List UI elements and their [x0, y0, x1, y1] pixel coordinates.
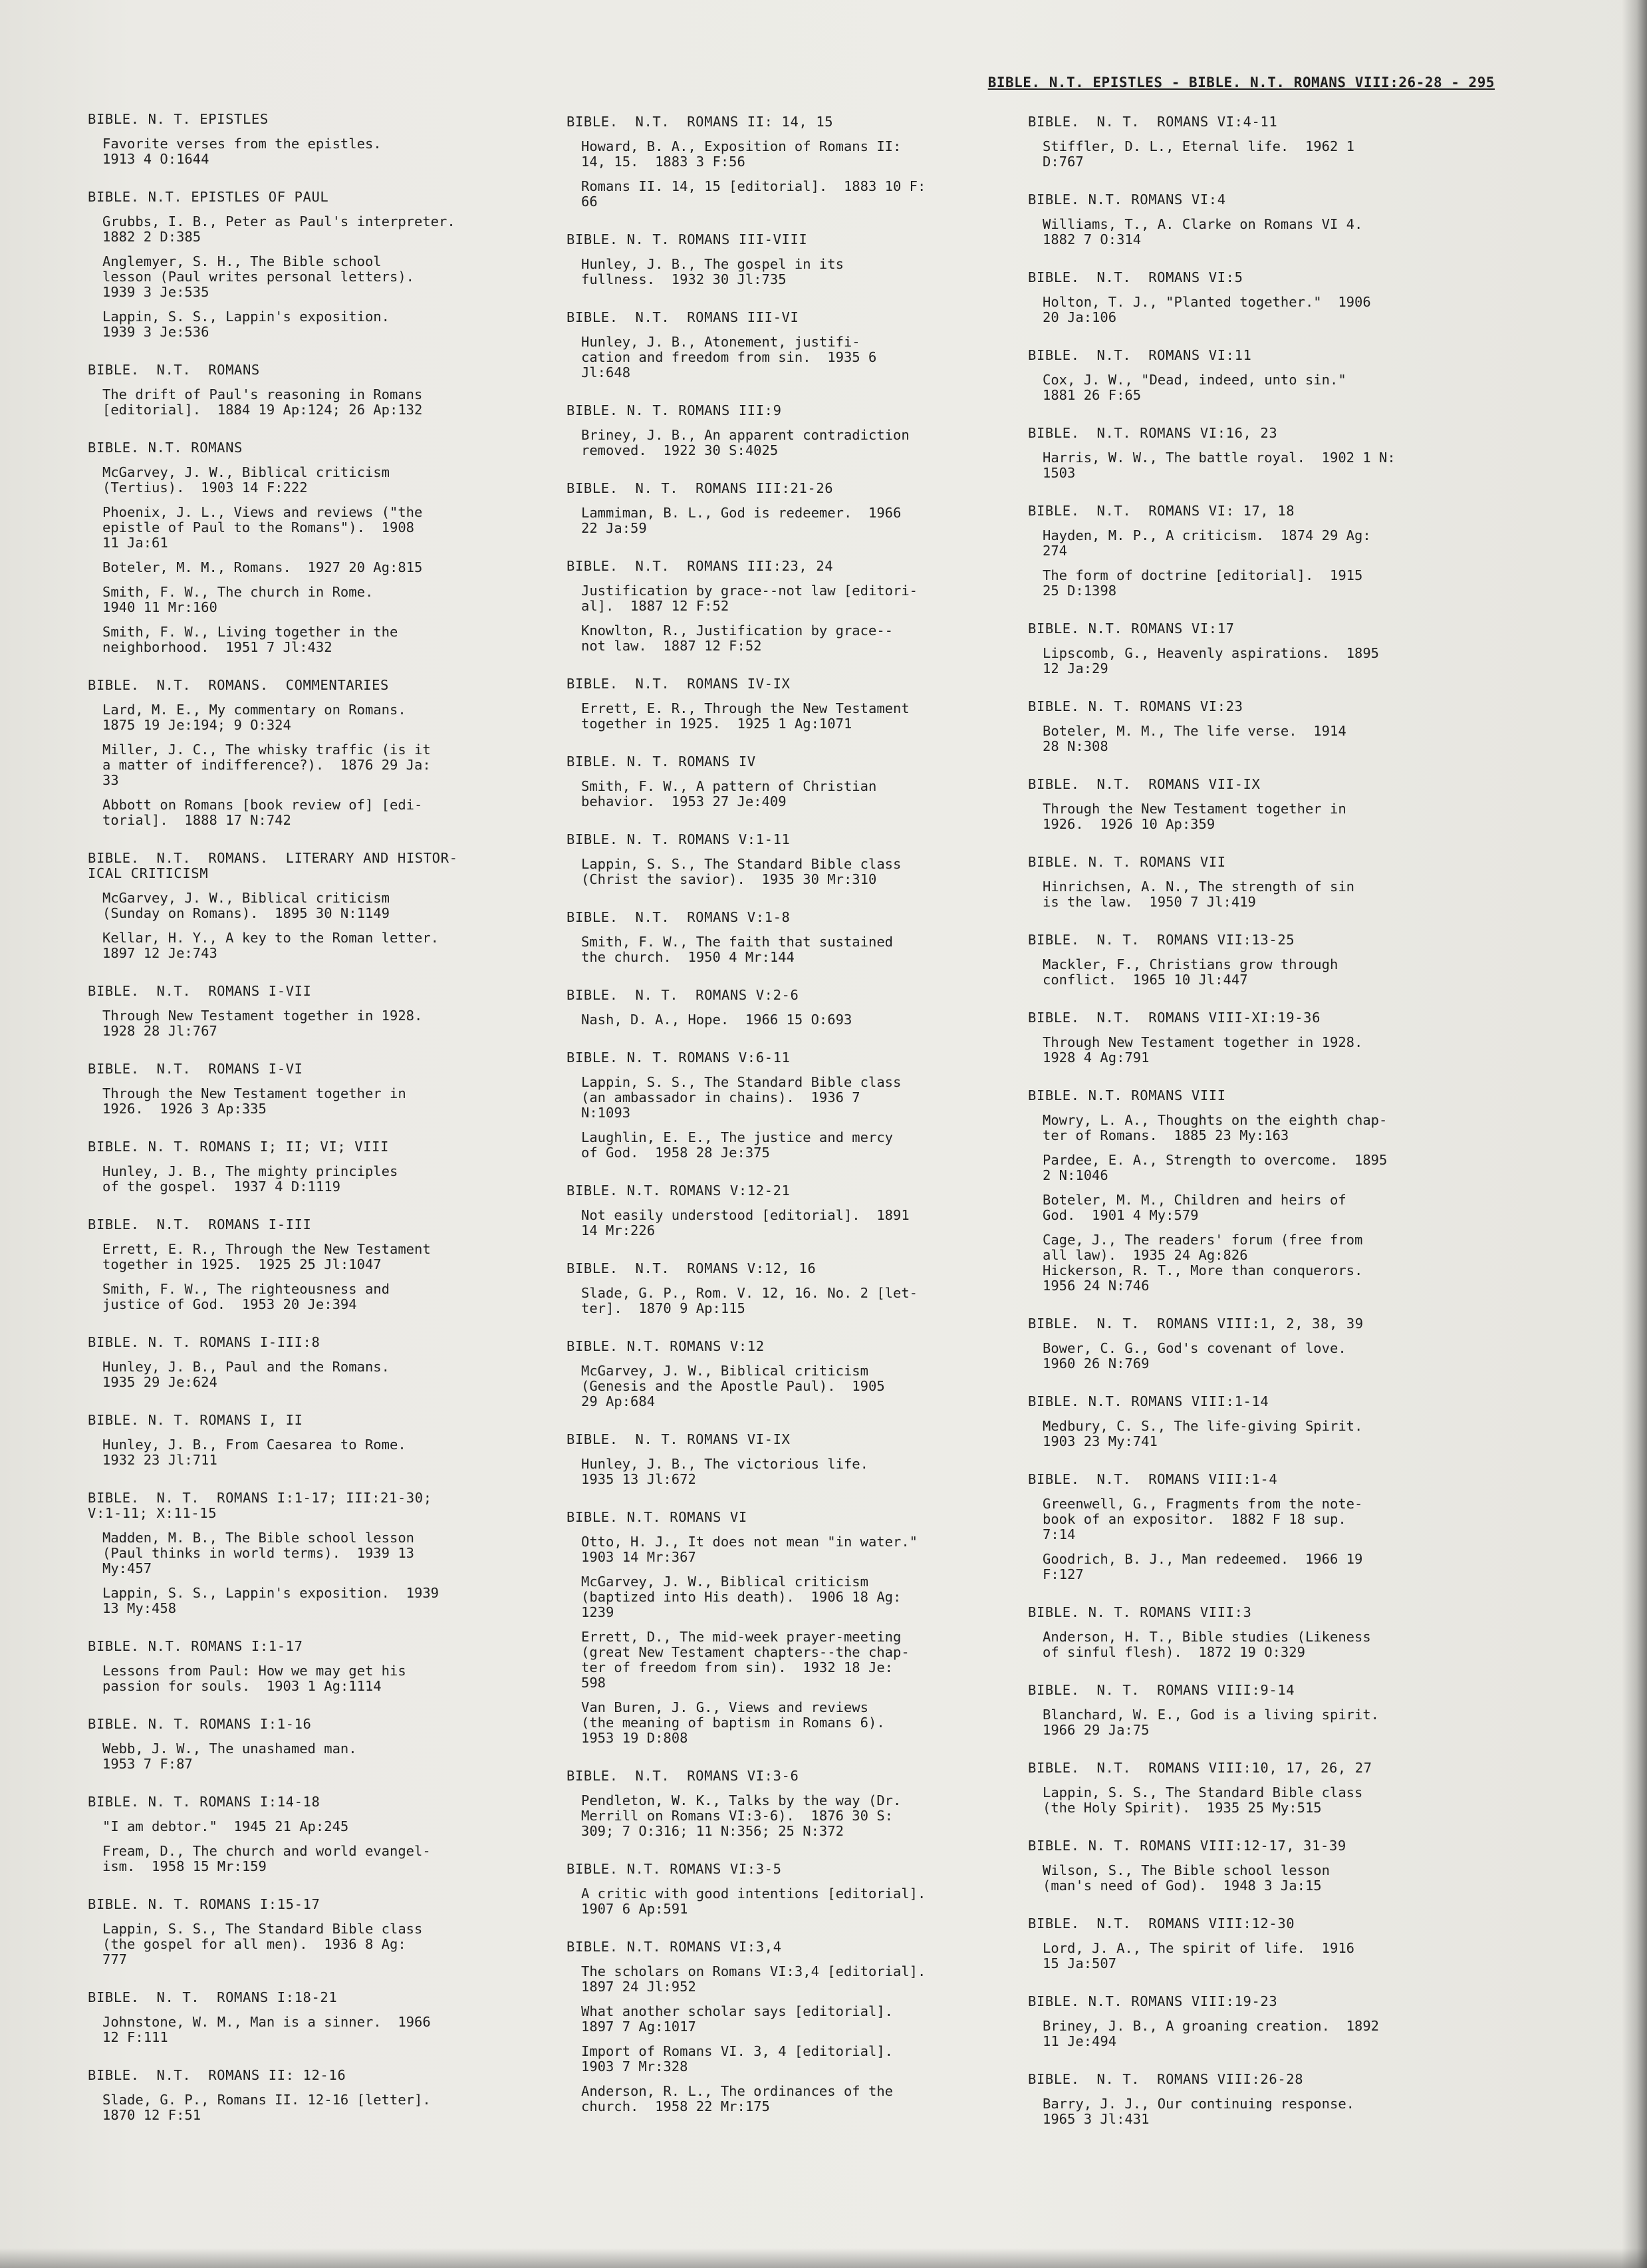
index-entry: Goodrich, B. J., Man redeemed. 1966 19 F:127 — [1043, 1551, 1363, 1582]
index-entry: Slade, G. P., Rom. V. 12, 16. No. 2 [let- ter]. 1870 9 Ap:115 — [581, 1285, 918, 1316]
index-entry: Pardee, E. A., Strength to overcome. 1895 2 N:1046 — [1043, 1152, 1388, 1183]
index-entry: Greenwell, G., Fragments from the note- book of an expositor. 1882 F 18 sup. 7:14 — [1043, 1496, 1363, 1542]
index-entry: Lappin, S. S., Lappin's exposition. 1939 13 My:458 — [102, 1585, 440, 1616]
section-heading: BIBLE. N. T. ROMANS V:1-11 — [567, 831, 791, 847]
index-entry: Knowlton, R., Justification by grace-- not law. 1887 12 F:52 — [581, 623, 893, 654]
index-entry: Nash, D. A., Hope. 1966 15 O:693 — [581, 1012, 852, 1028]
index-section — [88, 362, 527, 418]
index-entry: Holton, T. J., "Planted together." 1906 20 Ja:106 — [1043, 294, 1371, 325]
index-entry: Barry, J. J., Our continuing response. 1965 3 Jl:431 — [1043, 2096, 1354, 2127]
index-section — [567, 988, 1005, 1028]
section-heading: BIBLE. N. T. ROMANS I:18-21 — [88, 1989, 338, 2005]
index-entry: McGarvey, J. W., Biblical criticism (Sunday on Romans). 1895 30 N:1149 — [102, 890, 390, 921]
index-entry: Grubbs, I. B., Peter as Paul's interpreter. 1882 2 D:385 — [102, 213, 455, 245]
index-entry: Hunley, J. B., From Caesarea to Rome. 1932 23 Jl:711 — [102, 1437, 406, 1468]
section-heading: BIBLE. N. T. ROMANS I, II — [88, 1412, 303, 1428]
index-entry: Hunley, J. B., The mighty principles of the gospel. 1937 4 D:1119 — [102, 1163, 398, 1195]
index-entry: Through the New Testament together in 1926. 1926 3 Ap:335 — [102, 1085, 406, 1117]
section-heading: BIBLE. N. T. ROMANS I:1-17; III:21-30; V:1-11; X:11-15 — [88, 1490, 432, 1521]
index-entry: Fream, D., The church and world evangel- ism. 1958 15 Mr:159 — [102, 1843, 431, 1874]
index-entry: "I am debtor." 1945 21 Ap:245 — [102, 1818, 349, 1834]
index-section — [1028, 114, 1467, 170]
index-entry: Lord, J. A., The spirit of life. 1916 15 Ja:507 — [1043, 1940, 1354, 1971]
index-entry: Mowry, L. A., Thoughts on the eighth chap- ter of Romans. 1885 23 My:163 — [1043, 1112, 1388, 1143]
index-section — [567, 1510, 1005, 1746]
section-heading: BIBLE. N. T. ROMANS VIII:26-28 — [1028, 2071, 1304, 2087]
index-section — [1028, 192, 1467, 247]
index-entry: Boteler, M. M., The life verse. 1914 28 N:308 — [1043, 723, 1346, 754]
index-section — [1028, 1394, 1467, 1449]
index-entry: Harris, W. W., The battle royal. 1902 1 N: 1503 — [1043, 450, 1396, 481]
index-entry: Hayden, M. P., A criticism. 1874 29 Ag: 274 — [1043, 527, 1371, 559]
index-section — [88, 1990, 527, 2045]
section-heading: BIBLE. N. T. ROMANS I:14-18 — [88, 1794, 320, 1810]
index-entry: Hunley, J. B., The victorious life. 1935 13 Jl:672 — [581, 1456, 868, 1487]
index-entry: Lappin, S. S., Lappin's exposition. 1939 3 Je:536 — [102, 309, 390, 340]
index-section — [567, 1939, 1005, 2114]
index-entry: McGarvey, J. W., Biblical criticism (baptized into His death). 1906 18 Ag: 1239 — [581, 1574, 902, 1620]
index-entry: Lammiman, B. L., God is redeemer. 1966 22 Ja:59 — [581, 505, 902, 536]
page-edge-shadow — [1622, 0, 1647, 2268]
index-section — [1028, 1605, 1467, 1660]
index-entry: Medbury, C. S., The life-giving Spirit. 1903 23 My:741 — [1043, 1418, 1363, 1449]
section-heading: BIBLE. N. T. ROMANS VIII:3 — [1028, 1604, 1252, 1620]
index-section — [88, 190, 527, 340]
section-heading: BIBLE. N.T. ROMANS V:12, 16 — [567, 1260, 817, 1276]
index-entry: Johnstone, W. M., Man is a sinner. 1966 12 F:111 — [102, 2014, 431, 2045]
index-entry: Briney, J. B., An apparent contradiction removed. 1922 30 S:4025 — [581, 427, 910, 458]
section-heading: BIBLE. N.T. ROMANS VIII — [1028, 1087, 1226, 1103]
section-heading: BIBLE. N.T. ROMANS — [88, 440, 243, 456]
index-entry: Anderson, R. L., The ordinances of the church. 1958 22 Mr:175 — [581, 2083, 893, 2114]
index-entry: Van Buren, J. G., Views and reviews (the meaning of baptism in Romans 6). 1953 19 D:808 — [581, 1699, 885, 1746]
index-section — [1028, 1683, 1467, 1738]
section-heading: BIBLE. N.T. ROMANS IV-IX — [567, 676, 791, 692]
index-entry: McGarvey, J. W., Biblical criticism (Tertius). 1903 14 F:222 — [102, 464, 390, 496]
index-entry: Williams, T., A. Clarke on Romans VI 4. 1882 7 O:314 — [1043, 216, 1363, 247]
index-section — [567, 910, 1005, 965]
section-heading: BIBLE. N. T. ROMANS I:15-17 — [88, 1896, 320, 1912]
index-entry: Through New Testament together in 1928. 1928 28 Jl:767 — [102, 1008, 423, 1039]
index-section — [567, 232, 1005, 287]
section-heading: BIBLE. N. T. ROMANS VIII:1, 2, 38, 39 — [1028, 1316, 1364, 1332]
index-section — [567, 1339, 1005, 1409]
index-section — [1028, 855, 1467, 910]
section-heading: BIBLE. N. T. ROMANS VII:13-25 — [1028, 932, 1295, 948]
section-heading: BIBLE. N.T. ROMANS VI:4 — [1028, 192, 1226, 208]
index-entry: Pendleton, W. K., Talks by the way (Dr. Merrill on Romans VI:3-6). 1876 30 S: 309; 7 O:316; 11 N:356; 25 N:372 — [581, 1792, 902, 1839]
section-heading: BIBLE. N.T. ROMANS — [88, 362, 260, 378]
section-heading: BIBLE. N.T. ROMANS III:23, 24 — [567, 558, 834, 574]
section-heading: BIBLE. N.T. ROMANS VIII:19-23 — [1028, 1993, 1278, 2009]
index-entry: A critic with good intentions [editorial]. 1907 6 Ap:591 — [581, 1886, 926, 1917]
section-heading: BIBLE. N.T. ROMANS V:12 — [567, 1338, 765, 1354]
index-section — [88, 440, 527, 655]
running-header: BIBLE. N.T. EPISTLES - BIBLE. N.T. ROMANS VIII:26-28 - 295 — [987, 74, 1495, 90]
index-section — [567, 114, 1005, 210]
index-entry: Cage, J., The readers' forum (free from all law). 1935 24 Ag:826 Hickerson, R. T., More than conquerors. 1956 24 N:746 — [1043, 1232, 1363, 1294]
index-entry: Hinrichsen, A. N., The strength of sin is the law. 1950 7 Jl:419 — [1043, 879, 1354, 910]
index-entry: Errett, E. R., Through the New Testament together in 1925. 1925 25 Jl:1047 — [102, 1241, 431, 1272]
section-heading: BIBLE. N.T. ROMANS V:12-21 — [567, 1183, 791, 1199]
index-entry: The drift of Paul's reasoning in Romans [editorial]. 1884 19 Ap:124; 26 Ap:132 — [102, 386, 423, 418]
index-entry: Through New Testament together in 1928. 1928 4 Ag:791 — [1043, 1034, 1363, 1065]
section-heading: BIBLE. N. T. ROMANS VI:4-11 — [1028, 114, 1278, 130]
index-entry: Import of Romans VI. 3, 4 [editorial]. 1903 7 Mr:328 — [581, 2043, 893, 2074]
section-heading: BIBLE. N.T. ROMANS VI:17 — [1028, 621, 1235, 637]
section-heading: BIBLE. N. T. ROMANS V:2-6 — [567, 987, 799, 1003]
section-heading: BIBLE. N. T. ROMANS VIII:9-14 — [1028, 1682, 1295, 1698]
index-entry: Lappin, S. S., The Standard Bible class (the Holy Spirit). 1935 25 My:515 — [1043, 1784, 1363, 1816]
section-heading: BIBLE. N.T. ROMANS VIII:10, 17, 26, 27 — [1028, 1760, 1372, 1776]
section-heading: BIBLE. N. T. ROMANS III-VIII — [567, 231, 808, 247]
section-heading: BIBLE. N.T. ROMANS V:1-8 — [567, 909, 791, 925]
index-entry: Favorite verses from the epistles. 1913 4 O:1644 — [102, 136, 382, 167]
index-entry: Briney, J. B., A groaning creation. 1892 11 Je:494 — [1043, 2018, 1380, 2049]
index-entry: Lappin, S. S., The Standard Bible class (an ambassador in chains). 1936 7 N:1093 — [581, 1074, 902, 1121]
index-section — [88, 1717, 527, 1772]
index-section — [567, 481, 1005, 536]
section-heading: BIBLE. N.T. ROMANS I-VII — [88, 983, 312, 999]
index-entry: Through the New Testament together in 1926. 1926 10 Ap:359 — [1043, 801, 1346, 832]
index-entry: Stiffler, D. L., Eternal life. 1962 1 D:767 — [1043, 138, 1354, 170]
index-entry: Smith, F. W., The righteousness and justice of God. 1953 20 Je:394 — [102, 1281, 390, 1312]
index-section — [567, 1432, 1005, 1487]
index-entry: Romans II. 14, 15 [editorial]. 1883 10 F: 66 — [581, 178, 926, 210]
section-heading: BIBLE. N. T. ROMANS VI-IX — [567, 1431, 791, 1447]
index-section — [88, 984, 527, 1039]
index-section — [1028, 1994, 1467, 2049]
section-heading: BIBLE. N.T. ROMANS I-VI — [88, 1061, 303, 1077]
index-entry: Boteler, M. M., Children and heirs of God. 1901 4 My:579 — [1043, 1192, 1346, 1223]
index-section — [1028, 1088, 1467, 1294]
index-section — [88, 1794, 527, 1874]
index-section — [1028, 1761, 1467, 1816]
index-section — [1028, 426, 1467, 481]
index-section — [567, 676, 1005, 732]
page-bottom-shadow — [0, 2248, 1647, 2268]
index-entry: McGarvey, J. W., Biblical criticism (Genesis and the Apostle Paul). 1905 29 Ap:684 — [581, 1363, 885, 1409]
column-middle — [567, 114, 1005, 2137]
section-heading: BIBLE. N. T. ROMANS IV — [567, 754, 756, 770]
index-entry: Boteler, M. M., Romans. 1927 20 Ag:815 — [102, 559, 423, 575]
index-section — [88, 678, 527, 828]
index-entry: Lappin, S. S., The Standard Bible class (Christ the savior). 1935 30 Mr:310 — [581, 856, 902, 887]
index-entry: The form of doctrine [editorial]. 1915 25 D:1398 — [1043, 567, 1363, 599]
index-entry: Lipscomb, G., Heavenly aspirations. 1895 12 Ja:29 — [1043, 645, 1380, 676]
index-entry: Justification by grace--not law [editori- al]. 1887 12 F:52 — [581, 583, 918, 614]
section-heading: BIBLE. N.T. ROMANS II: 14, 15 — [567, 114, 834, 130]
index-entry: Blanchard, W. E., God is a living spirit. 1966 29 Ja:75 — [1043, 1707, 1380, 1738]
index-entry: Anderson, H. T., Bible studies (Likeness of sinful flesh). 1872 19 O:329 — [1043, 1629, 1371, 1660]
index-entry: Abbott on Romans [book review of] [edi- torial]. 1888 17 N:742 — [102, 797, 423, 828]
index-section — [88, 851, 527, 961]
index-section — [567, 832, 1005, 887]
index-section — [88, 1897, 527, 1967]
section-heading: BIBLE. N.T. ROMANS VI:5 — [1028, 269, 1243, 285]
index-entry: Slade, G. P., Romans II. 12-16 [letter]. 1870 12 F:51 — [102, 2092, 431, 2123]
index-section — [1028, 1010, 1467, 1065]
section-heading: BIBLE. N.T. ROMANS VI:3-5 — [567, 1861, 782, 1877]
index-section — [1028, 1472, 1467, 1582]
section-heading: BIBLE. N.T. ROMANS I:1-17 — [88, 1638, 303, 1654]
column-right — [1028, 114, 1467, 2150]
section-heading: BIBLE. N. T. ROMANS III:9 — [567, 402, 782, 418]
section-heading: BIBLE. N. T. ROMANS V:6-11 — [567, 1050, 791, 1065]
index-section — [567, 403, 1005, 458]
section-heading: BIBLE. N.T. ROMANS VI:3,4 — [567, 1939, 782, 1955]
section-heading: BIBLE. N.T. ROMANS. COMMENTARIES — [88, 677, 389, 693]
section-heading: BIBLE. N.T. ROMANS VI:11 — [1028, 347, 1252, 363]
index-entry: Kellar, H. Y., A key to the Roman letter. 1897 12 Je:743 — [102, 930, 440, 961]
section-heading: BIBLE. N. T. ROMANS III:21-26 — [567, 480, 834, 496]
index-section — [88, 1217, 527, 1312]
index-entry: What another scholar says [editorial]. 1897 7 Ag:1017 — [581, 2003, 893, 2035]
section-heading: BIBLE. N.T. ROMANS III-VI — [567, 309, 799, 325]
section-heading: BIBLE. N. T. ROMANS I-III:8 — [88, 1334, 320, 1350]
index-entry: Phoenix, J. L., Views and reviews ("the epistle of Paul to the Romans"). 1908 11 Ja:61 — [102, 504, 423, 551]
index-section — [1028, 777, 1467, 832]
index-entry: Howard, B. A., Exposition of Romans II: 14, 15. 1883 3 F:56 — [581, 138, 902, 170]
index-entry: Laughlin, E. E., The justice and mercy of God. 1958 28 Je:375 — [581, 1129, 893, 1161]
index-section — [88, 1139, 527, 1195]
index-entry: Madden, M. B., The Bible school lesson (Paul thinks in world terms). 1939 13 My:457 — [102, 1530, 414, 1576]
index-entry: Miller, J. C., The whisky traffic (is it a matter of indifference?). 1876 29 Ja: 33 — [102, 742, 431, 788]
index-section — [567, 1862, 1005, 1917]
index-section — [567, 310, 1005, 380]
index-entry: Smith, F. W., The faith that sustained the church. 1950 4 Mr:144 — [581, 934, 893, 965]
index-entry: Hunley, J. B., Paul and the Romans. 1935 29 Je:624 — [102, 1359, 390, 1390]
index-section — [1028, 1916, 1467, 1971]
index-section — [88, 1490, 527, 1616]
index-section — [567, 1769, 1005, 1839]
index-section — [1028, 1316, 1467, 1371]
section-heading: BIBLE. N. T. ROMANS VI:23 — [1028, 698, 1243, 714]
index-entry: Hunley, J. B., Atonement, justifi- cation and freedom from sin. 1935 6 Jl:648 — [581, 334, 877, 380]
index-entry: Lard, M. E., My commentary on Romans. 1875 19 Je:194; 9 O:324 — [102, 702, 406, 733]
section-heading: BIBLE. N.T. ROMANS VIII-XI:19-36 — [1028, 1010, 1321, 1026]
section-heading: BIBLE. N.T. ROMANS VIII:12-30 — [1028, 1915, 1295, 1931]
section-heading: BIBLE. N.T. ROMANS VII-IX — [1028, 776, 1261, 792]
section-heading: BIBLE. N.T. ROMANS VI — [567, 1509, 747, 1525]
section-heading: BIBLE. N. T. ROMANS VII — [1028, 854, 1226, 870]
section-heading: BIBLE. N. T. ROMANS I; II; VI; VIII — [88, 1139, 389, 1155]
section-heading: BIBLE. N.T. ROMANS VI: 17, 18 — [1028, 503, 1295, 519]
index-section — [88, 1639, 527, 1694]
index-section — [567, 1183, 1005, 1238]
index-entry: Bower, C. G., God's covenant of love. 1960 26 N:769 — [1043, 1340, 1346, 1371]
index-entry: Errett, D., The mid-week prayer-meeting (great New Testament chapters--the chap- ter of freedom from sin). 1932 18 Je: 598 — [581, 1629, 910, 1691]
section-heading: BIBLE. N. T. ROMANS VIII:12-17, 31-39 — [1028, 1838, 1346, 1854]
index-entry: Smith, F. W., A pattern of Christian behavior. 1953 27 Je:409 — [581, 778, 877, 809]
index-entry: Smith, F. W., Living together in the neighborhood. 1951 7 Jl:432 — [102, 624, 398, 655]
index-entry: Cox, J. W., "Dead, indeed, unto sin." 1881 26 F:65 — [1043, 372, 1346, 403]
index-entry: Otto, H. J., It does not mean "in water." 1903 14 Mr:367 — [581, 1534, 918, 1565]
index-section — [88, 2068, 527, 2123]
index-entry: Anglemyer, S. H., The Bible school lesson (Paul writes personal letters). 1939 3 Je:535 — [102, 253, 414, 300]
index-section — [1028, 348, 1467, 403]
index-entry: Errett, E. R., Through the New Testament together in 1925. 1925 1 Ag:1071 — [581, 700, 910, 732]
section-heading: BIBLE. N.T. ROMANS II: 12-16 — [88, 2067, 346, 2083]
index-section — [88, 112, 527, 167]
section-heading: BIBLE. N. T. ROMANS I:1-16 — [88, 1716, 312, 1732]
index-section — [88, 1413, 527, 1468]
section-heading: BIBLE. N.T. EPISTLES OF PAUL — [88, 189, 329, 205]
section-heading: BIBLE. N.T. ROMANS VI:3-6 — [567, 1768, 799, 1784]
index-entry: Lappin, S. S., The Standard Bible class (the gospel for all men). 1936 8 Ag: 777 — [102, 1921, 423, 1967]
section-heading: BIBLE. N.T. ROMANS I-III — [88, 1216, 312, 1232]
section-heading: BIBLE. N.T. ROMANS VI:16, 23 — [1028, 425, 1278, 441]
index-section — [1028, 621, 1467, 676]
index-section — [567, 754, 1005, 809]
index-entry: Wilson, S., The Bible school lesson (man's need of God). 1948 3 Ja:15 — [1043, 1862, 1330, 1894]
index-entry: Mackler, F., Christians grow through conflict. 1965 10 Jl:447 — [1043, 956, 1338, 988]
section-heading: BIBLE. N.T. ROMANS. LITERARY AND HISTOR- ICAL CRITICISM — [88, 850, 458, 881]
section-heading: BIBLE. N. T. EPISTLES — [88, 111, 269, 127]
index-section — [1028, 270, 1467, 325]
section-heading: BIBLE. N.T. ROMANS VIII:1-14 — [1028, 1393, 1269, 1409]
index-section — [1028, 503, 1467, 599]
index-entry: The scholars on Romans VI:3,4 [editorial]. 1897 24 Jl:952 — [581, 1963, 926, 1995]
index-section — [88, 1335, 527, 1390]
index-entry: Hunley, J. B., The gospel in its fullness. 1932 30 Jl:735 — [581, 256, 844, 287]
index-section — [567, 1261, 1005, 1316]
index-section — [1028, 2072, 1467, 2127]
index-entry: Lessons from Paul: How we may get his passion for souls. 1903 1 Ag:1114 — [102, 1663, 406, 1694]
index-section — [567, 559, 1005, 654]
index-section — [1028, 1838, 1467, 1894]
index-section — [1028, 932, 1467, 988]
index-entry: Not easily understood [editorial]. 1891 14 Mr:226 — [581, 1207, 910, 1238]
column-left — [88, 112, 527, 2146]
index-section — [88, 1062, 527, 1117]
index-entry: Smith, F. W., The church in Rome. 1940 11 Mr:160 — [102, 584, 374, 615]
index-section — [1028, 699, 1467, 754]
index-section — [567, 1050, 1005, 1161]
index-entry: Webb, J. W., The unashamed man. 1953 7 F:87 — [102, 1741, 357, 1772]
section-heading: BIBLE. N.T. ROMANS VIII:1-4 — [1028, 1471, 1278, 1487]
